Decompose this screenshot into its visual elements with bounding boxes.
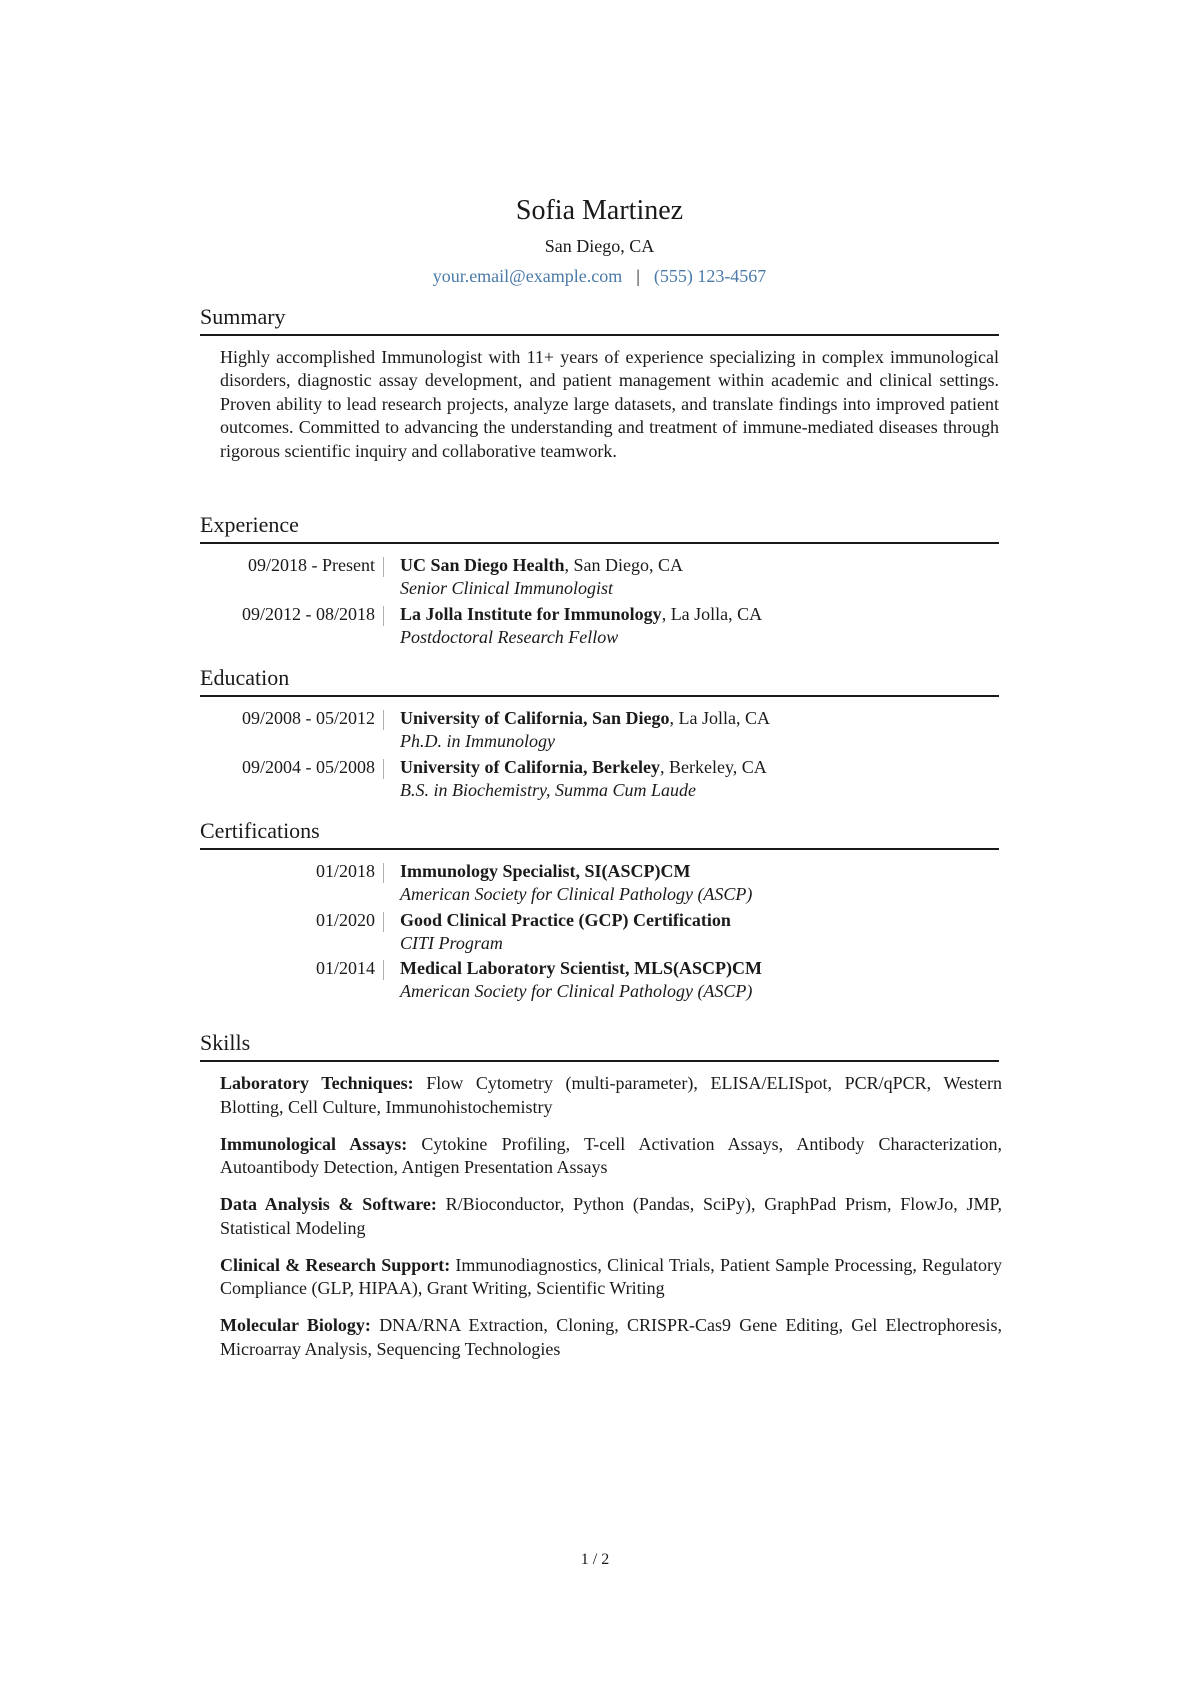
skill-details: R/Bioconductor, Python (Pandas, SciPy), GraphPad Prism, FlowJo, JMP, Statistical Modeling [220, 1194, 1002, 1238]
entry-divider [383, 606, 384, 626]
email-link[interactable]: your.email@example.com [432, 266, 623, 286]
entry-divider [383, 759, 384, 779]
section-title-skills: Skills [200, 1030, 251, 1055]
entry-date: 09/2012 - 08/2018 [242, 603, 375, 624]
entry-organization: University of California, Berkeley [400, 756, 660, 777]
skill-group [220, 1193, 1002, 1240]
contact-separator: | [636, 266, 640, 286]
section-divider [200, 695, 999, 697]
experience-section [200, 510, 999, 651]
skill-category: Laboratory Techniques: [220, 1073, 414, 1093]
entry-place: , La Jolla, CA [669, 708, 770, 728]
entry-divider [383, 912, 384, 932]
certification-entry [200, 860, 999, 909]
summary-section [200, 302, 999, 463]
summary-text: Highly accomplished Immunologist with 11+ years of experience specializing in complex immunological disorders, diagnostic assay development, and patient management within academic and clinical settings. Proven ability to lead research projects, analyze large datasets, and translate findings into improved patient outcomes. Committed to advancing the understanding and treatment of immune-mediated diseases through rigorous scientific inquiry and collaborative teamwork. [220, 347, 999, 461]
skill-group [220, 1254, 1002, 1301]
entry-place: , Berkeley, CA [659, 756, 767, 777]
certifications-list [200, 860, 999, 1006]
entry-date: 01/2014 [315, 958, 375, 978]
entry-role: Senior Clinical Immunologist [400, 578, 613, 598]
certification-name: Immunology Specialist, SI(ASCP)CM [400, 861, 691, 881]
skill-details: Cytokine Profiling, T-cell Activation Assays, Antibody Characterization, Autoantibody Detection, Antigen Presentation Assays [220, 1133, 1002, 1177]
certification-issuer: CITI Program [400, 932, 503, 953]
education-entry [200, 707, 999, 756]
contact-line [200, 261, 999, 291]
skill-category: Immunological Assays: [220, 1133, 408, 1154]
entry-date: 01/2018 [315, 861, 375, 881]
entry-date: 09/2018 - Present [248, 555, 375, 575]
section-title-certifications: Certifications [200, 818, 320, 843]
certification-issuer: American Society for Clinical Pathology (ASCP) [400, 884, 753, 904]
skill-group [220, 1072, 1002, 1119]
entry-date: 09/2004 - 05/2008 [242, 756, 375, 777]
entry-divider [383, 863, 384, 883]
education-entry [200, 756, 999, 805]
certification-name: Good Clinical Practice (GCP) Certification [400, 909, 731, 930]
skill-details: Flow Cytometry (multi-parameter), ELISA/ELISpot, PCR/qPCR, Western Blotting, Cell Culture, Immunohistochemistry [220, 1073, 1002, 1117]
skill-details: DNA/RNA Extraction, Cloning, CRISPR-Cas9 Gene Editing, Gel Electrophoresis, Microarray Analysis, Sequencing Technologies [220, 1315, 1002, 1359]
entry-divider [383, 710, 384, 730]
section-title-experience: Experience [200, 512, 299, 537]
certification-entry [200, 957, 999, 1006]
candidate-location: San Diego, CA [544, 236, 655, 256]
entry-date: 09/2008 - 05/2012 [242, 708, 375, 728]
entry-date: 01/2020 [315, 909, 375, 930]
entry-divider [383, 960, 384, 980]
entry-organization: University of California, San Diego [400, 708, 670, 728]
entry-degree: Ph.D. in Immunology [400, 731, 555, 751]
page-number: 1 / 2 [580, 1551, 610, 1568]
section-divider [200, 542, 999, 544]
section-title-summary: Summary [200, 304, 286, 329]
entry-role: Postdoctoral Research Fellow [400, 626, 619, 647]
certification-entry [200, 909, 999, 958]
candidate-name: Sofia Martinez [515, 195, 684, 226]
education-list [200, 707, 999, 804]
experience-list [200, 554, 999, 651]
section-divider [200, 334, 999, 336]
entry-degree: B.S. in Biochemistry, Summa Cum Laude [400, 779, 696, 800]
certifications-section [200, 816, 999, 1006]
section-divider [200, 1060, 999, 1062]
skill-details: Immunodiagnostics, Clinical Trials, Patient Sample Processing, Regulatory Compliance (GLP, HIPAA), Grant Writing, Scientific Writing [220, 1254, 1002, 1298]
skill-category: Clinical & Research Support: [220, 1254, 451, 1275]
skill-group [220, 1133, 1002, 1180]
section-title-education: Education [200, 665, 290, 690]
resume-page [200, 0, 1002, 1359]
phone-link[interactable]: (555) 123-4567 [653, 266, 767, 286]
experience-entry [200, 554, 999, 603]
entry-organization: La Jolla Institute for Immunology [400, 603, 662, 624]
skill-group [220, 1314, 1002, 1361]
skill-category: Molecular Biology: [220, 1315, 371, 1335]
entry-place: , San Diego, CA [564, 555, 684, 575]
entry-divider [383, 557, 384, 577]
section-divider [200, 848, 999, 850]
experience-entry [200, 603, 999, 652]
header [200, 0, 999, 291]
skills-list [220, 1072, 1002, 1361]
entry-organization: UC San Diego Health [400, 555, 565, 575]
skills-section [200, 1028, 1002, 1375]
education-section [200, 663, 999, 804]
entry-place: , La Jolla, CA [661, 603, 763, 624]
certification-issuer: American Society for Clinical Pathology (ASCP) [400, 981, 753, 1001]
certification-name: Medical Laboratory Scientist, MLS(ASCP)CM [400, 958, 762, 978]
skill-category: Data Analysis & Software: [220, 1194, 437, 1214]
